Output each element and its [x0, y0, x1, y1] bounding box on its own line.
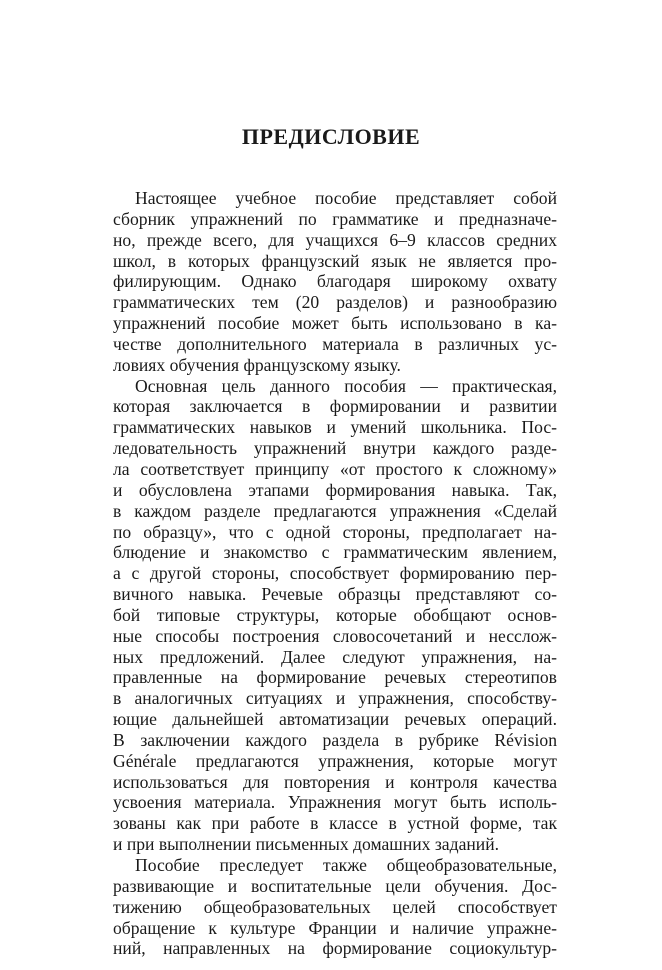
- text-line: по образцу», что с одной стороны, предполагает на-: [113, 521, 557, 542]
- text-line: в каждом разделе предлагаются упражнения «Сделай: [113, 500, 557, 521]
- page-title: ПРЕДИСЛОВИЕ: [241, 124, 421, 149]
- text-line: в аналогичных ситуациях и упражнения, способству-: [113, 688, 557, 709]
- text-line: честве дополнительного материала в различных ус-: [113, 333, 557, 354]
- text-line: сборник упражнений по грамматике и предназначе-: [113, 208, 557, 229]
- text-line: которая заключается в формировании и развитии: [113, 396, 557, 417]
- text-line: и обусловлена этапами формирования навыка. Так,: [113, 479, 557, 500]
- text-line: Пособие преследует также общеобразовательные,: [135, 855, 557, 875]
- text-line: Настоящее учебное пособие представляет собой: [135, 188, 557, 208]
- text-line: ющие дальнейшей автоматизации речевых операций.: [113, 709, 557, 730]
- text-line: и при выполнении письменных домашних заданий.: [113, 834, 500, 855]
- text-line: усвоения материала. Упражнения могут быть исполь-: [113, 792, 557, 813]
- text-line: В заключении каждого раздела в рубрике Révision: [113, 729, 557, 750]
- text-line: блюдение и знакомство с грамматическим явлением,: [113, 542, 557, 563]
- text-line: тижению общеобразовательных целей способствует: [113, 896, 557, 917]
- text-line: ла соответствует принципу «от простого к сложному»: [113, 458, 557, 479]
- text-line: Générale предлагаются упражнения, которые могут: [113, 750, 557, 771]
- text-line: ных предложений. Далее следуют упражнения, на-: [113, 646, 557, 667]
- body-text: [113, 188, 557, 959]
- text-line: ледовательность упражнений внутри каждого разде-: [113, 438, 557, 459]
- text-line: но, прежде всего, для учащихся 6–9 классов средних: [113, 229, 557, 250]
- text-line: а с другой стороны, способствует формированию пер-: [113, 563, 557, 584]
- text-line: вичного навыка. Речевые образцы представляют со-: [113, 584, 557, 605]
- text-line: грамматических тем (20 разделов) и разнообразию: [113, 292, 557, 313]
- text-line: бой типовые структуры, которые обобщают основ-: [113, 604, 557, 625]
- text-line: зованы как при работе в классе в устной форме, так: [113, 813, 557, 834]
- text-line: обращение к культуре Франции и наличие упражне-: [113, 917, 557, 938]
- text-line: упражнений пособие может быть использовано в ка-: [113, 313, 557, 334]
- text-line: ловиях обучения французскому языку.: [113, 354, 401, 375]
- text-line: ные способы построения словосочетаний и несслож-: [113, 625, 557, 646]
- text-line: правленные на формирование речевых стереотипов: [113, 667, 557, 688]
- text-line: развивающие и воспитательные цели обучения. Дос-: [113, 875, 557, 896]
- text-line: использоваться для повторения и контроля качества: [113, 771, 557, 792]
- text-line: Основная цель данного пособия — практическая,: [135, 375, 557, 396]
- text-line: грамматических навыков и умений школьника. Пос-: [113, 417, 557, 438]
- text-line: филирующим. Однако благодаря широкому охвату: [113, 271, 557, 292]
- text-line: школ, в которых французский язык не является про-: [113, 250, 557, 271]
- text-line: ний, направленных на формирование социокультур-: [113, 938, 557, 959]
